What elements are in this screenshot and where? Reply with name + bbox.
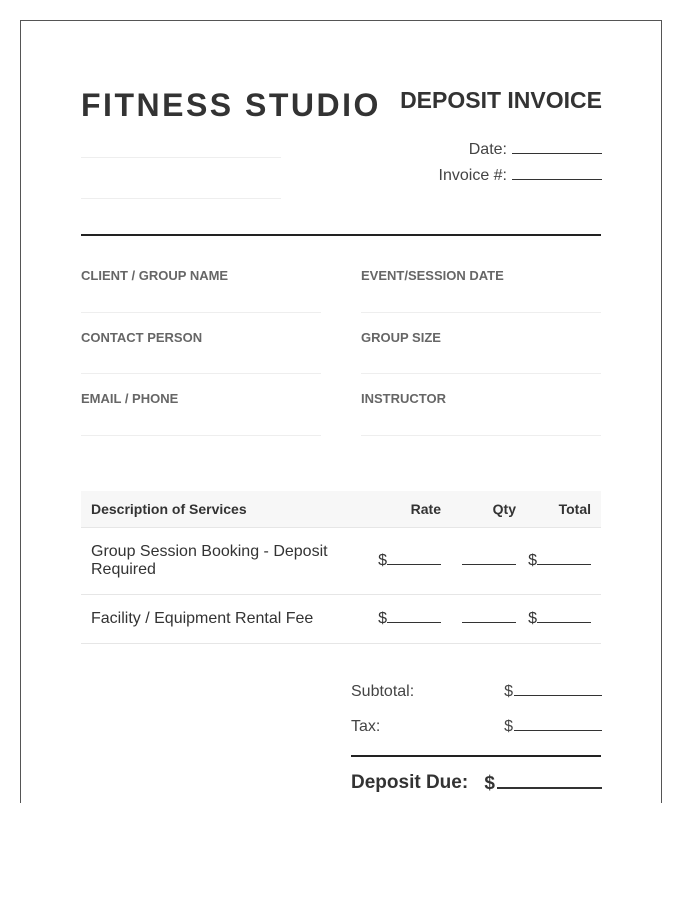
- total-currency: $: [528, 610, 537, 627]
- deposit-due-field[interactable]: [497, 772, 602, 789]
- email-phone-label: EMAIL / PHONE: [81, 391, 179, 406]
- subtotal-field[interactable]: [514, 683, 602, 696]
- tax-value[interactable]: [504, 718, 602, 736]
- contact-person-field[interactable]: [81, 373, 321, 374]
- date-field[interactable]: [512, 139, 602, 154]
- services-table: [81, 491, 601, 644]
- invoice-number-label: Invoice #:: [438, 167, 507, 184]
- service-description: Group Session Booking - Deposit Required: [91, 543, 328, 578]
- rate-cell[interactable]: [361, 610, 441, 628]
- table-row: [81, 595, 601, 644]
- event-session-date-label: EVENT/SESSION DATE: [361, 268, 504, 283]
- date-label: Date:: [468, 141, 507, 158]
- deposit-due-value[interactable]: [484, 772, 602, 795]
- client-group-name-field[interactable]: [81, 312, 321, 313]
- group-size-label: GROUP SIZE: [361, 330, 441, 345]
- instructor-field[interactable]: [361, 435, 601, 436]
- invoice-number-row: [439, 165, 602, 185]
- total-cell[interactable]: [516, 610, 601, 628]
- event-session-date-field[interactable]: [361, 312, 601, 313]
- subtotal-value[interactable]: [504, 683, 602, 701]
- qty-cell[interactable]: [441, 552, 516, 570]
- tax-currency: $: [504, 718, 513, 735]
- subtotal-label: Subtotal:: [351, 683, 415, 700]
- invoice-number-field[interactable]: [512, 165, 602, 180]
- column-header-total: Total: [558, 501, 591, 517]
- group-size-field[interactable]: [361, 373, 601, 374]
- services-table-header: [81, 491, 601, 528]
- service-description: Facility / Equipment Rental Fee: [91, 610, 314, 627]
- total-field[interactable]: [537, 610, 591, 623]
- table-row: [81, 528, 601, 595]
- total-currency: $: [528, 552, 537, 569]
- rate-field[interactable]: [387, 552, 441, 565]
- rate-field[interactable]: [387, 610, 441, 623]
- tax-label: Tax:: [351, 718, 381, 735]
- invoice-sheet: [20, 20, 662, 803]
- contact-person-label: CONTACT PERSON: [81, 330, 203, 345]
- qty-cell[interactable]: [441, 610, 516, 628]
- date-row: [469, 139, 602, 159]
- qty-field[interactable]: [462, 552, 516, 565]
- studio-name: FITNESS STUDIO: [81, 87, 381, 123]
- rate-cell[interactable]: [361, 552, 441, 570]
- totals-divider: [351, 755, 601, 757]
- rate-currency: $: [378, 610, 387, 627]
- total-cell[interactable]: [516, 552, 601, 570]
- email-phone-field[interactable]: [81, 435, 321, 436]
- qty-field[interactable]: [462, 610, 516, 623]
- instructor-label: INSTRUCTOR: [361, 391, 446, 406]
- deposit-due-currency: $: [484, 773, 495, 794]
- column-header-rate: Rate: [410, 501, 441, 517]
- column-header-description: Description of Services: [91, 501, 247, 517]
- address-line-1[interactable]: [81, 157, 281, 158]
- subtotal-currency: $: [504, 683, 513, 700]
- client-group-name-label: CLIENT / GROUP NAME: [81, 268, 229, 283]
- rate-currency: $: [378, 552, 387, 569]
- invoice-title: DEPOSIT INVOICE: [400, 87, 602, 113]
- total-field[interactable]: [537, 552, 591, 565]
- header-divider: [81, 234, 601, 236]
- tax-field[interactable]: [514, 718, 602, 731]
- column-header-qty: Qty: [492, 501, 516, 517]
- address-line-2[interactable]: [81, 198, 281, 199]
- deposit-due-label: Deposit Due:: [351, 772, 469, 793]
